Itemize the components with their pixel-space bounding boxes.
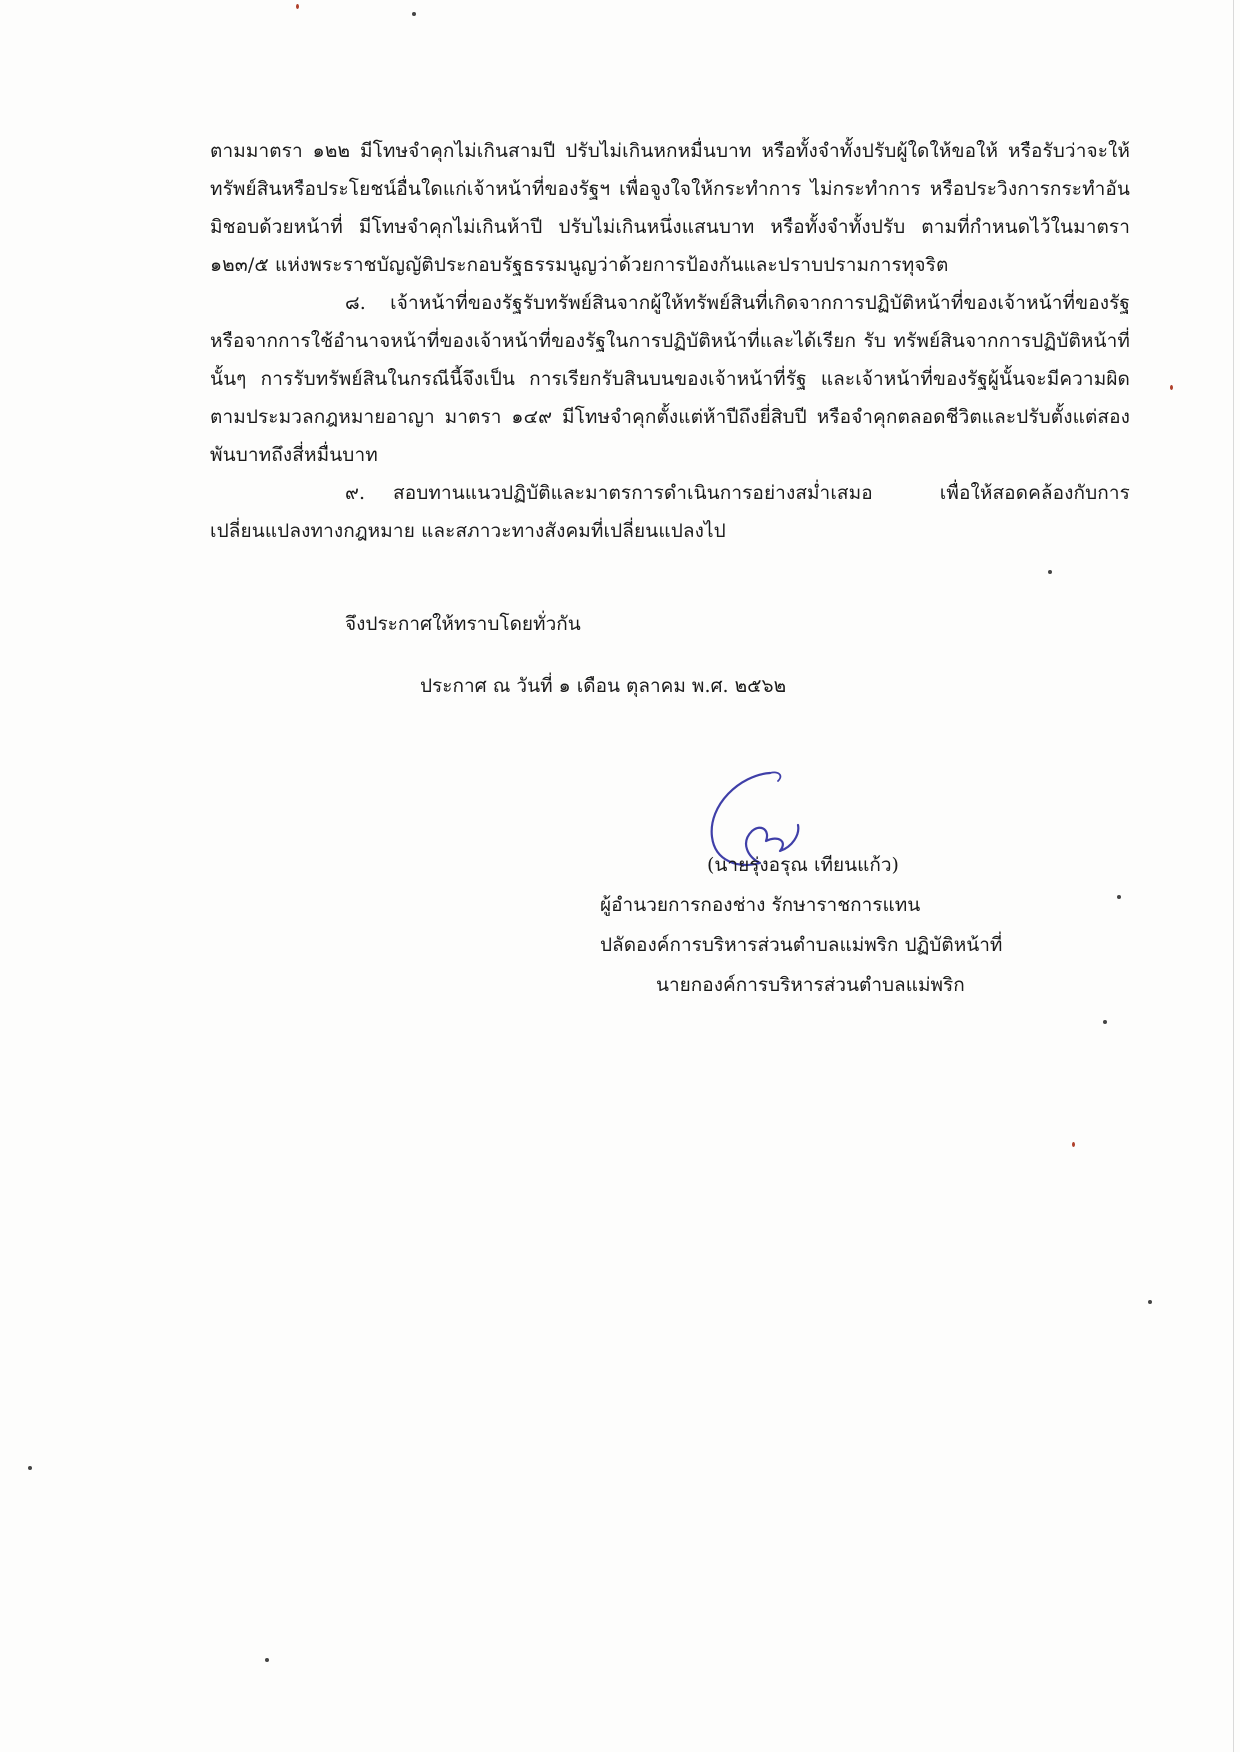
signer-position-1: ผู้อำนวยการกองช่าง รักษาราชการแทน: [600, 894, 921, 916]
scan-speck: [1103, 1020, 1107, 1024]
scan-speck: [296, 4, 299, 9]
scan-speck: [1117, 895, 1121, 899]
signer-name: (นายรุ่งอรุณ เทียนแก้ว): [707, 854, 899, 876]
item-8-paragraph: ๘. เจ้าหน้าที่ของรัฐรับทรัพย์สินจากผู้ให้ทรัพย์สินที่เกิดจากการปฏิบัติหน้าที่ของเจ้าหน้าที่ของรัฐหรือจากการใช้อำนาจหน้าที่ของเจ้าหน้าที่ของรัฐในการปฏิบัติหน้าที่และได้เรียก รับ ทรัพย์สินจากการปฏิบัติหน้าที่นั้นๆ การรับทรัพย์สินในกรณีนี้จึงเป็น การเรียกรับสินบนของเจ้าหน้าที่รัฐ และเจ้าหน้าที่ของรัฐผู้นั้นจะมีความผิดตามประมวลกฎหมายอาญา มาตรา ๑๔๙ มีโทษจำคุกตั้งแต่ห้าปีถึงยี่สิบปี หรือจำคุกตลอดชีวิตและปรับตั้งแต่สองพันบาทถึงสี่หมื่นบาท: [210, 292, 1130, 466]
scan-speck: [1048, 570, 1052, 574]
signer-position-3: นายกองค์การบริหารส่วนตำบลแม่พริก: [656, 974, 965, 996]
scan-speck: [1148, 1300, 1152, 1304]
scan-speck: [1170, 385, 1173, 390]
document-body: [210, 132, 1130, 550]
scan-speck: [28, 1466, 32, 1470]
item-9-paragraph: [210, 474, 1130, 550]
scan-speck: [412, 12, 416, 16]
scan-speck: [265, 1658, 269, 1662]
announcement-line: จึงประกาศให้ทราบโดยทั่วกัน: [345, 613, 581, 635]
item-9-number: ๙.: [345, 482, 366, 504]
item-9-text: สอบทานแนวปฏิบัติและมาตรการดำเนินการอย่างสม่ำเสมอ เพื่อให้สอดคล้องกับการเปลี่ยนแปลงทางกฎหมาย และสภาวะทางสังคมที่เปลี่ยนแปลงไป: [210, 482, 1130, 542]
scan-edge-line: [1233, 0, 1234, 1752]
signer-position-2: ปลัดองค์การบริหารส่วนตำบลแม่พริก ปฏิบัติหน้าที่: [600, 934, 1003, 956]
paragraph-continuation: ตามมาตรา ๑๒๒ มีโทษจำคุกไม่เกินสามปี ปรับไม่เกินหกหมื่นบาท หรือทั้งจำทั้งปรับผู้ใดให้ขอให้ หรือรับว่าจะให้ทรัพย์สินหรือประโยชน์อื่นใดแก่เจ้าหน้าที่ของรัฐฯ เพื่อจูงใจให้กระทำการ ไม่กระทำการ หรือประวิงการกระทำอันมิชอบด้วยหน้าที่ มีโทษจำคุกไม่เกินห้าปี ปรับไม่เกินหนึ่งแสนบาท หรือทั้งจำทั้งปรับ ตามที่กำหนดไว้ในมาตรา ๑๒๓/๕ แห่งพระราชบัญญัติประกอบรัฐธรรมนูญว่าด้วยการป้องกันและปราบปรามการทุจริต: [210, 140, 1130, 276]
date-line: ประกาศ ณ วันที่ ๑ เดือน ตุลาคม พ.ศ. ๒๕๖๒: [420, 675, 787, 697]
scan-speck: [1072, 1142, 1075, 1147]
